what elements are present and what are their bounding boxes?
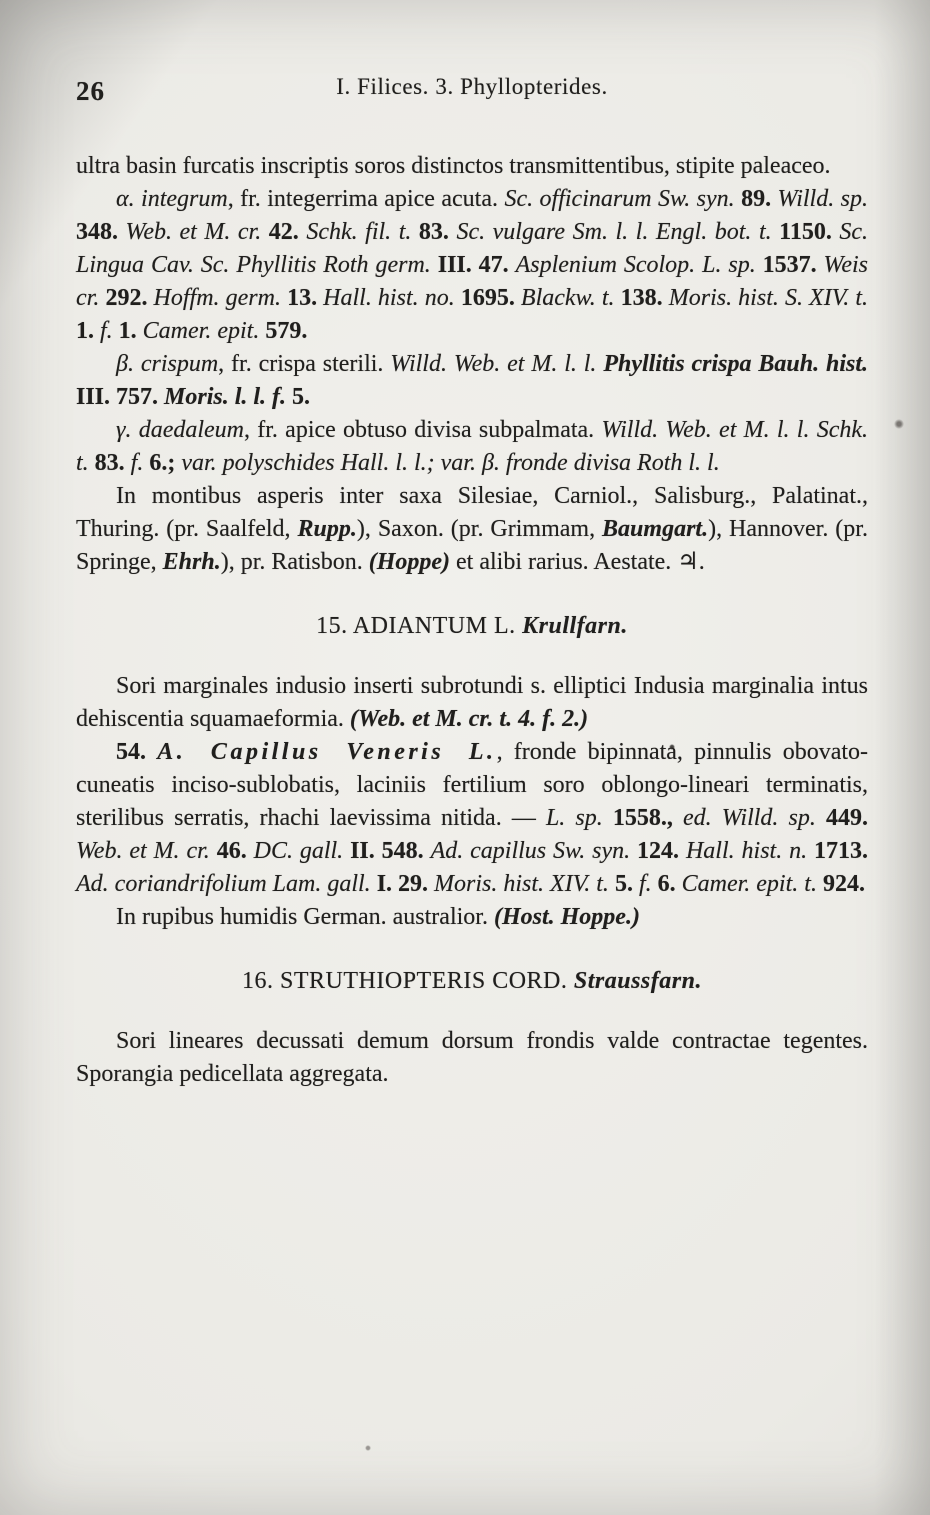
paragraph [76, 901, 868, 934]
text-run: Hoffm. germ. [153, 285, 281, 311]
text-run: 15. ADIANTUM L. [316, 613, 523, 639]
text-run: Hall. hist. n. [685, 838, 808, 864]
paragraph [76, 1025, 868, 1091]
text-run: Ad. coriandrifolium Lam. gall. [76, 871, 371, 897]
text-run: 924. [816, 871, 865, 897]
text-run: Web. et M. cr. [125, 219, 262, 245]
text-run: ), pr. Ratisbon. [220, 549, 369, 575]
text-run: ), Saxon. (pr. Grimmam, [356, 516, 603, 542]
text-run: Sori lineares decussati demum dorsum frondis valde contractae tegentes. Sporangia pedicellata aggregata. [76, 1028, 868, 1087]
paragraph [76, 736, 868, 901]
text-run: 1695. [454, 285, 521, 311]
paragraph [76, 348, 868, 414]
text-run: 124. [630, 838, 686, 864]
text-run: Sc. Lingua Cav. Sc. Phyllitis Roth germ. [76, 219, 869, 278]
page-number: 26 [76, 76, 105, 106]
paragraph [76, 414, 868, 480]
text-run: Sori marginales indusio inserti subrotundi s. elliptici Indusia marginalia intus dehiscentia squamaeformia. [76, 673, 868, 732]
text-run: 1. [112, 318, 143, 344]
text-run: 13. [280, 285, 324, 311]
paragraph [76, 480, 868, 579]
text-run: In montibus asperis inter saxa Silesiae, Carniol., Salisburg., Palatinat., Thuring. (pr. Saalfeld, [76, 483, 868, 542]
text-run: I. 29. [370, 871, 435, 897]
text-run: (Hoppe) [368, 549, 451, 575]
text-run: Moris. l. l. f. [164, 384, 287, 410]
text-run: Krullfarn. [522, 613, 628, 639]
text-run: Schk. fil. t. [306, 219, 412, 245]
text-run: Asplenium Scolop. L. sp. [515, 252, 756, 278]
text-run: Sc. officinarum Sw. syn. [504, 186, 735, 212]
text-run: Sc. vulgare Sm. l. l. Engl. bot. t. [456, 219, 772, 245]
text-run: Straussfarn. [573, 968, 702, 994]
text-run: Baumgart. [602, 516, 709, 542]
text-run: Camer. epit. [142, 318, 260, 344]
text-run: et alibi rarius. Aestate. ♃. [450, 549, 705, 575]
text-run: 54. [116, 739, 158, 765]
text-run: Willd. sp. [777, 186, 869, 212]
text-run: 348. [76, 219, 126, 245]
text-run: Phyllitis crispa Bauh. hist. [603, 351, 869, 377]
text-run: β. crispum [116, 351, 219, 377]
running-header-title: I. Filices. 3. Phyllopterides. [336, 74, 608, 99]
text-run: In rupibus humidis German. australior. [116, 904, 494, 930]
text-run: 42. [261, 219, 307, 245]
text-run: 138. [614, 285, 669, 311]
text-run: L. sp. [545, 805, 603, 831]
text-run: ), Hannover. (pr. Springe, [76, 516, 868, 575]
text-run: 1. [76, 318, 100, 344]
text-run: 1150. [771, 219, 840, 245]
text-run: , fronde bipinnata, pinnulis obovato-cuneatis inciso-sublobatis, laciniis fertilium soro oblongo-lineari terminatis, sterilibus serratis, rhachi laevissima nitida. — [76, 739, 868, 831]
section-heading [76, 610, 868, 643]
text-run: Moris. hist. S. XIV. t. [668, 285, 869, 311]
text-run: Hall. hist. no. [323, 285, 455, 311]
text-run: 449. [815, 805, 869, 831]
text-run: Moris. hist. XIV. t. [434, 871, 609, 897]
paragraph [76, 150, 868, 183]
text-run: , fr. apice obtuso divisa subpalmata. [244, 417, 602, 443]
text-run: α. integrum [116, 186, 228, 212]
text-run: (Host. Hoppe.) [493, 904, 640, 930]
text-run: 46. [209, 838, 254, 864]
text-run: 5. [608, 871, 639, 897]
text-run: 1558., [602, 805, 683, 831]
text-run: ultra basin furcatis inscriptis soros distinctos transmittentibus, stipite paleaceo. [76, 153, 831, 179]
text-run: Willd. Web. et M. l. l. Schk. t. [76, 417, 868, 476]
text-run: II. 548. [343, 838, 431, 864]
text-run: Ad. capillus Sw. syn. [430, 838, 631, 864]
text-blocks [76, 150, 868, 1091]
text-run: Ehrh. [162, 549, 221, 575]
section-heading [76, 965, 868, 998]
text-run: f. [100, 318, 113, 344]
text-run: III. 757. [76, 384, 165, 410]
text-run: Willd. Web. et M. l. l. [390, 351, 597, 377]
text-run: , fr. integerrima apice acuta. [227, 186, 505, 212]
text-run: 292. [99, 285, 154, 311]
paragraph [76, 183, 868, 348]
paragraph [76, 670, 868, 736]
text-run: Weis cr. [76, 252, 868, 311]
text-run: 89. [734, 186, 778, 212]
text-run: Camer. epit. t. [681, 871, 817, 897]
text-run: III. 47. [430, 252, 516, 278]
text-run: DC. gall. [253, 838, 344, 864]
text-run: Rupp. [297, 516, 357, 542]
text-run: Web. et M. cr. [76, 838, 210, 864]
text-run: (Web. et M. cr. t. 4. f. 2.) [349, 706, 589, 732]
text-run: A. Capillus Veneris L. [157, 739, 497, 765]
text-run: 1537. [755, 252, 824, 278]
text-run: 5. [286, 384, 311, 410]
text-run: γ. daedaleum [116, 417, 245, 443]
text-run: f. [638, 871, 652, 897]
text-run: 16. STRUTHIOPTERIS CORD. [242, 968, 574, 994]
text-run: 579. [259, 318, 308, 344]
text-run: 6. [651, 871, 682, 897]
text-run: 1713. [807, 838, 869, 864]
text-run: f. [130, 450, 144, 476]
text-run: var. polyschides Hall. l. l.; var. β. fronde divisa Roth l. l. [181, 450, 720, 476]
text-run: ed. Willd. sp. [682, 805, 816, 831]
text-run: , fr. crispa sterili. [218, 351, 391, 377]
text-run: 83. [88, 450, 131, 476]
text-run: Blackw. t. [520, 285, 615, 311]
running-head [76, 74, 868, 116]
text-run: 6.; [143, 450, 182, 476]
text-run: 83. [411, 219, 457, 245]
